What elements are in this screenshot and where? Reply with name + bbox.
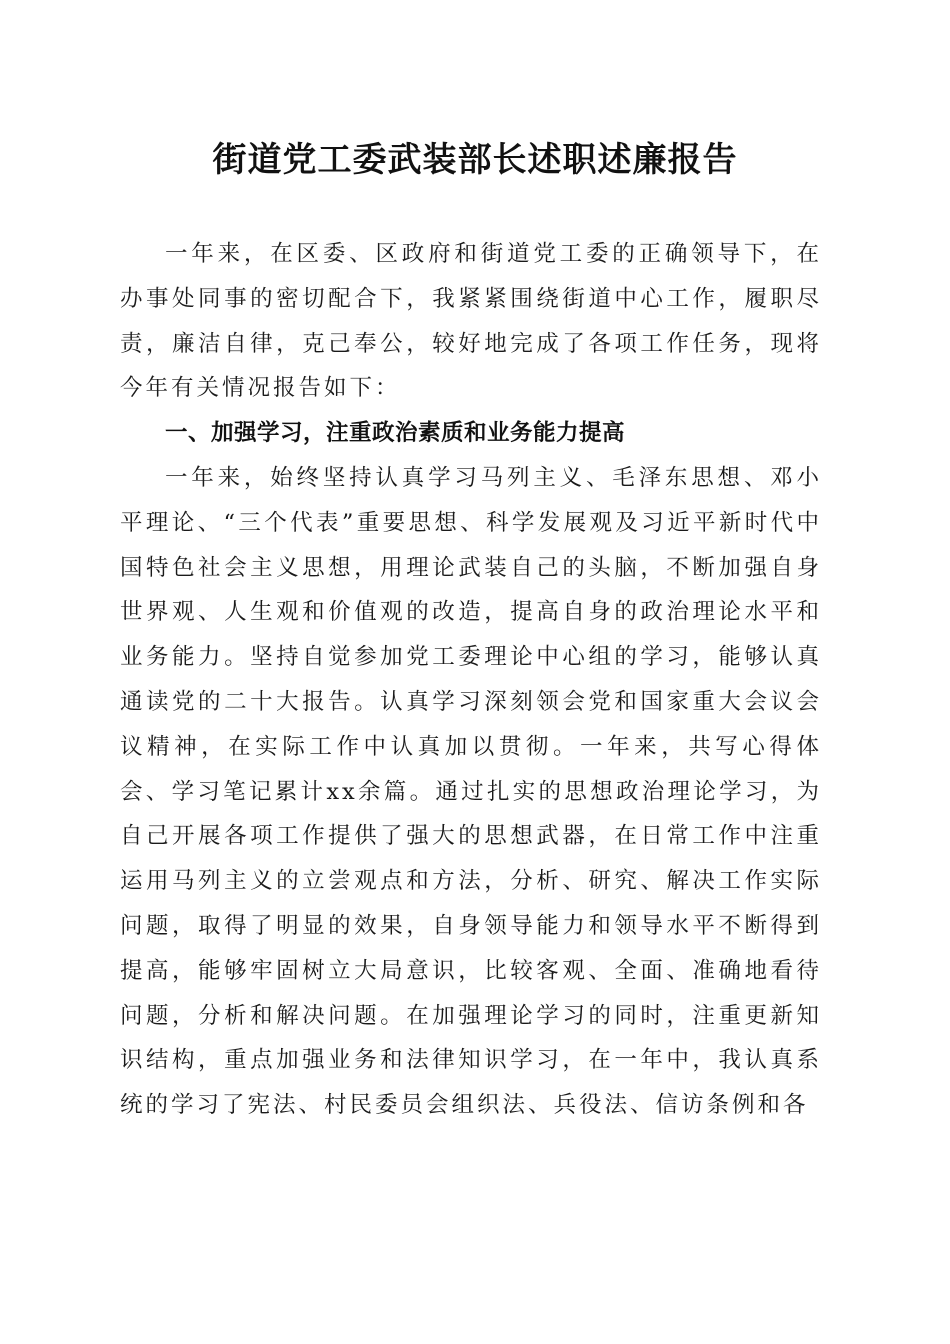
section-heading: 一、加强学习，注重政治素质和业务能力提高 (165, 420, 626, 447)
document-title: 街道党工委武装部长述职述廉报告 (212, 140, 738, 180)
intro-paragraph: 一年来，在区委、区政府和街道党工委的正确领导下，在办事处同事的密切配合下，我紧紧围绕街道中心工作，履职尽责，廉洁自律，克己奉公，较好地完成了各项工作任务，现将今年有关情况报告如下： (120, 241, 822, 402)
section-paragraph: 一年来，始终坚持认真学习马列主义、毛泽东思想、邓小平理论、“三个代表”重要思想、科学发展观及习近平新时代中国特色社会主义思想，用理论武装自己的头脑，不断加强自身世界观、人生观和价值观的改造，提高自身的政治理论水平和业务能力。坚持自觉参加党工委理论中心组的学习，能够认真通读党的二十大报告。认真学习深刻领会党和国家重大会议会议精神，在实际工作中认真加以贯彻。一年来，共写心得体会、学习笔记累计xx余篇。通过扎实的思想政治理论学习，为自己开展各项工作提供了强大的思想武器，在日常工作中注重运用马列主义的立尝观点和方法，分析、研究、解决工作实际问题，取得了明显的效果，自身领导能力和领导水平不断得到提高，能够牢固树立大局意识，比较客观、全面、准确地看待问题，分析和解决问题。在加强理论学习的同时，注重更新知识结构，重点加强业务和法律知识学习，在一年中，我认真系统的学习了宪法、村民委员会组织法、兵役法、信访条例和各 (120, 464, 822, 1119)
document-body (120, 232, 822, 1128)
